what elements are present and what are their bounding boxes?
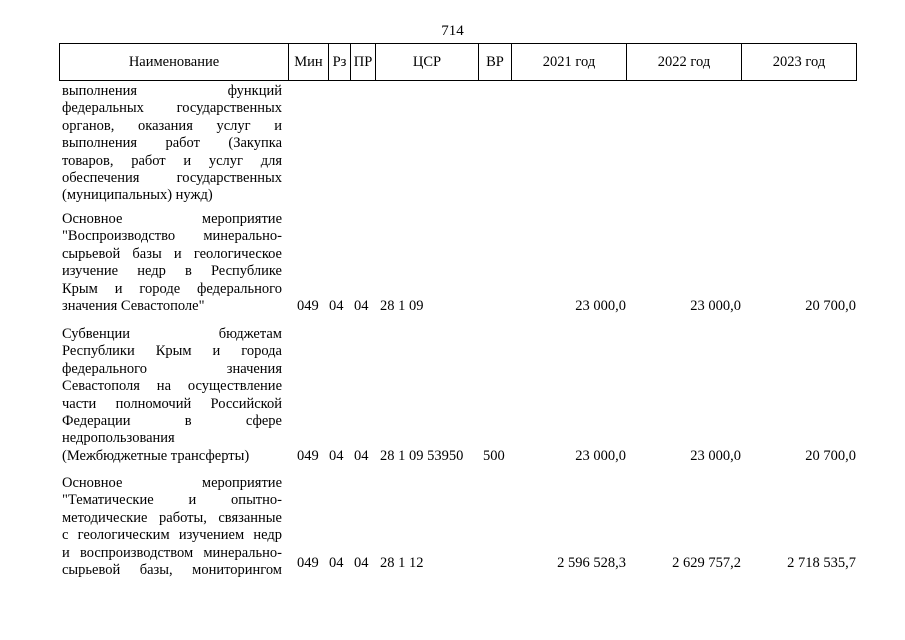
- cell-csr: 28 1 09: [380, 298, 424, 314]
- cell-csr: 28 1 12: [380, 555, 424, 571]
- cell-min: 049: [297, 555, 319, 571]
- cell-min: 049: [297, 448, 319, 464]
- row-name-line: недропользования: [62, 430, 175, 447]
- row-name-line: федерального значения: [62, 360, 282, 377]
- cell-pr: 04: [354, 555, 369, 571]
- row-name-line: Основное мероприятие: [62, 211, 282, 227]
- cell-pr: 04: [354, 298, 369, 314]
- cell-2022: 23 000,0: [690, 298, 741, 314]
- row-name-line: "Воспроизводство минерально-: [62, 228, 282, 245]
- header-2021: 2021 год: [512, 44, 627, 81]
- cell-vr: 500: [483, 448, 505, 464]
- cell-2021: 23 000,0: [575, 448, 626, 464]
- row-name-line: части полномочий Российской: [62, 395, 282, 412]
- cell-rz: 04: [329, 555, 344, 571]
- header-name: Наименование: [60, 44, 289, 81]
- cell-2021: 23 000,0: [575, 298, 626, 314]
- cell-rz: 04: [329, 298, 344, 314]
- row-name: [62, 326, 282, 465]
- header-vr: ВР: [479, 44, 512, 81]
- cell-csr: 28 1 09 53950: [380, 448, 464, 464]
- header-pr: ПР: [351, 44, 376, 81]
- cell-2023: 2 718 535,7: [787, 555, 856, 571]
- table-header: [59, 43, 857, 81]
- cell-2023: 20 700,0: [805, 298, 856, 314]
- header-2022: 2022 год: [627, 44, 742, 81]
- cell-2023: 20 700,0: [805, 448, 856, 464]
- page-number: 714: [441, 23, 464, 39]
- cell-min: 049: [297, 298, 319, 314]
- row-name-line: Севастополя на осуществление: [62, 378, 282, 395]
- row-name-line: обеспечения государственных: [62, 170, 282, 187]
- row-name-line: (муниципальных) нужд): [62, 187, 213, 204]
- cell-rz: 04: [329, 448, 344, 464]
- row-name-line: выполнения работ (Закупка: [62, 135, 282, 152]
- row-name-line: выполнения функций: [62, 83, 282, 99]
- header-2023: 2023 год: [742, 44, 857, 81]
- row-name-line: с геологическим изучением недр: [62, 527, 282, 544]
- header-rz: Рз: [329, 44, 351, 81]
- row-name-line: Крым и городе федерального: [62, 280, 282, 297]
- row-name-line: и воспроизводством минерально-: [62, 544, 282, 561]
- row-name-line: сырьевой базы и геологическое: [62, 245, 282, 262]
- cell-2021: 2 596 528,3: [557, 555, 626, 571]
- row-name-line: методические работы, связанные: [62, 509, 282, 526]
- row-name-line: товаров, работ и услуг для: [62, 152, 282, 169]
- row-name-line: федеральных государственных: [62, 100, 282, 117]
- row-name-line: сырьевой базы, мониторингом: [62, 562, 282, 579]
- header-csr: ЦСР: [376, 44, 479, 81]
- row-name-line: значения Севастополе": [62, 298, 205, 315]
- row-name-line: Республики Крым и города: [62, 343, 282, 360]
- row-name-line: Федерации в сфере: [62, 413, 282, 430]
- row-name-line: изучение недр в Республике: [62, 263, 282, 280]
- row-name-line: (Межбюджетные трансферты): [62, 447, 250, 464]
- row-name-line: Основное мероприятие: [62, 475, 282, 491]
- header-min: Мин: [289, 44, 329, 81]
- row-name-line: Субвенции бюджетам: [62, 326, 282, 342]
- row-name: [62, 83, 282, 205]
- row-name: [62, 211, 282, 315]
- row-name-line: органов, оказания услуг и: [62, 117, 282, 134]
- cell-2022: 23 000,0: [690, 448, 741, 464]
- row-name: [62, 475, 282, 579]
- row-name-line: "Тематические и опытно-: [62, 492, 282, 509]
- cell-2022: 2 629 757,2: [672, 555, 741, 571]
- cell-pr: 04: [354, 448, 369, 464]
